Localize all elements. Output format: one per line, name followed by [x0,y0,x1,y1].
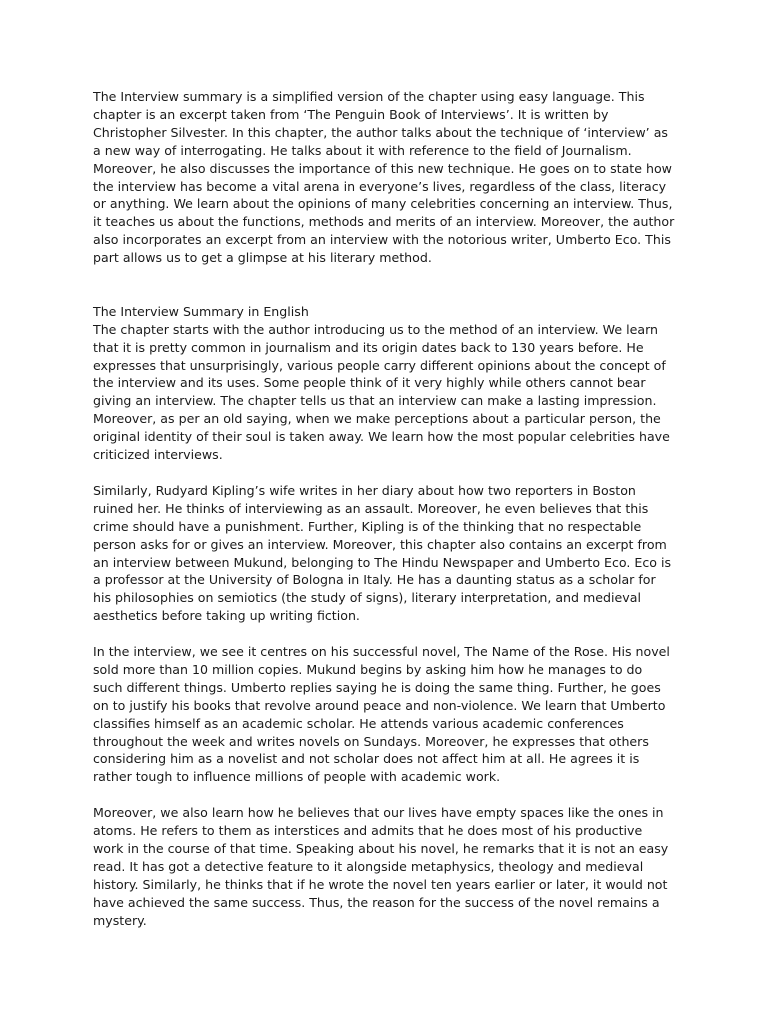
section-heading: The Interview Summary in English [93,303,309,319]
document-page [93,88,675,947]
intro-paragraph: The Interview summary is a simplified version of the chapter using easy language. This chapter is an excerpt taken from ‘The Penguin Book of Interviews’. It is written by Christopher Silvester. In this chapter, the author talks about the technique of ‘interview’ as a new way of interrogating. He talks about it with reference to the field of Journalism. Moreover, he also discusses the importance of this new technique. He goes on to state how the interview has become a vital arena in everyone’s lives, regardless of the class, literacy or anything. We learn about the opinions of many celebrities concerning an interview. Thus, it teaches us about the functions, methods and merits of an interview. Moreover, the author also incorporates an excerpt from an interview with the notorious writer, Umberto Eco. This part allows us to get a glimpse at his literary method. [93,89,675,266]
body-paragraph-2: Similarly, Rudyard Kipling’s wife writes in her diary about how two reporters in Boston ruined her. He thinks of interviewing as an assault. Moreover, he even believes that this crime should have a punishment. Further, Kipling is of the thinking that no respectable person asks for or gives an interview. Moreover, this chapter also contains an excerpt from an interview between Mukund, belonging to The Hindu Newspaper and Umberto Eco. Eco is a professor at the University of Bologna in Italy. He has a daunting status as a scholar for his philosophies on semiotics (the study of signs), literary interpretation, and medieval aesthetics before taking up writing fiction. [93,482,672,624]
body-paragraph-3: In the interview, we see it centres on his successful novel, The Name of the Rose. His novel sold more than 10 million copies. Mukund begins by asking him how he manages to do such different things. Umberto replies saying he is doing the same thing. Further, he goes on to justify his books that revolve around peace and non-violence. We learn that Umberto classifies himself as an academic scholar. He attends various academic conferences throughout the week and writes novels on Sundays. Moreover, he expresses that others considering him as a novelist and not scholar does not affect him at all. He agrees it is rather tough to influence millions of people with academic work. [93,644,670,785]
body-paragraph-1: The chapter starts with the author introducing us to the method of an interview. We learn that it is pretty common in journalism and its origin dates back to 130 years before. He expresses that unsurprisingly, various people carry different opinions about the concept of the interview and its uses. Some people think of it very highly while others cannot bear giving an interview. The chapter tells us that an interview can make a lasting impression. Moreover, as per an old saying, when we make perceptions about a particular person, the original identity of their soul is taken away. We learn how the most popular celebrities have criticized interviews. [93,321,670,463]
body-paragraph-4: Moreover, we also learn how he believes that our lives have empty spaces like the ones in atoms. He refers to them as interstices and admits that he does most of his productive work in the course of that time. Speaking about his novel, he remarks that it is not an easy read. It has got a detective feature to it alongside metaphysics, theology and medieval history. Similarly, he thinks that if he wrote the novel ten years earlier or later, it would not have achieved the same success. Thus, the reason for the success of the novel remains a mystery. [93,805,669,928]
